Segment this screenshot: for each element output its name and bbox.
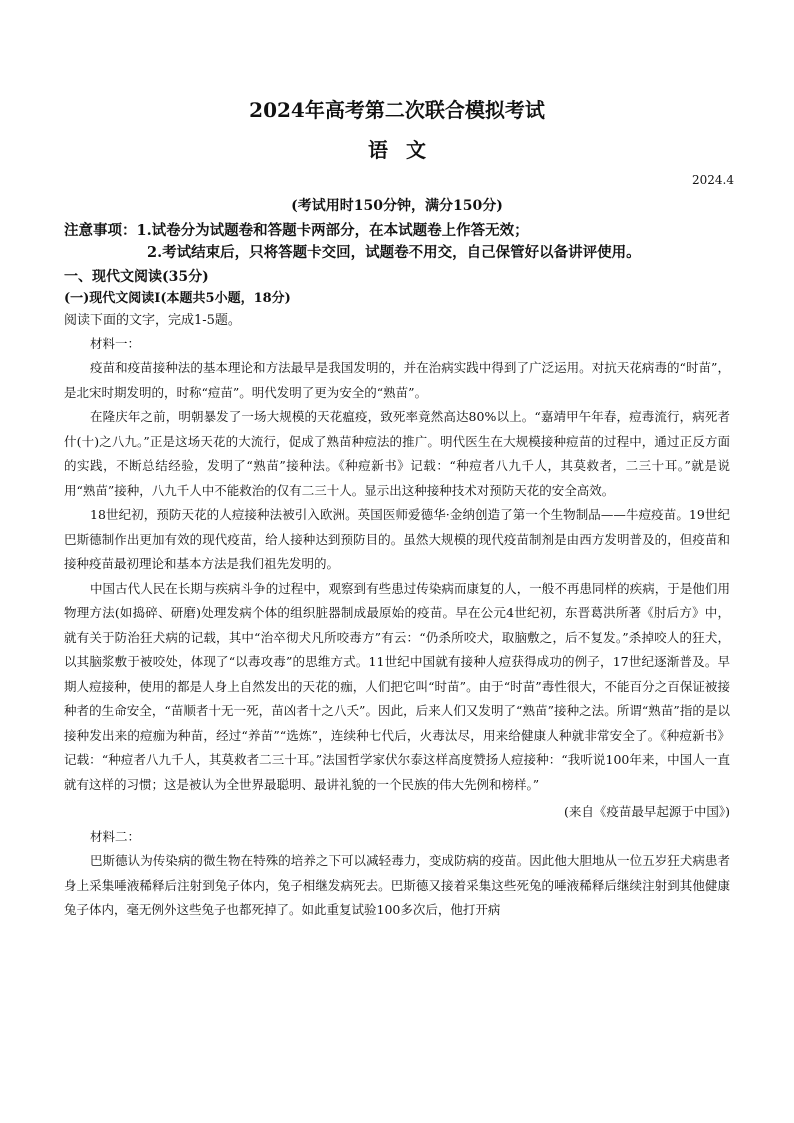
section-heading: 一、现代文阅读(35分) xyxy=(64,269,209,285)
material-1-paragraph-2: 在隆庆年之前，明朝暴发了一场大规模的天花瘟疫，致死率竟然高达80%以上。“嘉靖甲午年春，痘毒流行，病死者什(十)之八九。”正是这场天花的大流行，促成了熟苗种痘法的推广。明代医生在大规模接种痘苗的过程中，通过正反方面的实践，不断总结经验，发明了“熟苗”接种法。《种痘新书》记载：“种痘者八九千人，其莫救者，二三十耳。”就是说用“熟苗”接种，八九千人中不能救治的仅有二三十人。显示出这种接种技术对预防天花的安全高效。 xyxy=(64,409,730,498)
subject-title: 语文 xyxy=(368,138,444,162)
notice-line-1: 注意事项：1.试卷分为试题卷和答题卡两部分，在本试题卷上作答无效； xyxy=(64,222,529,239)
material-2-paragraph-1: 巴斯德认为传染病的微生物在特殊的培养之下可以减轻毒力，变成防病的疫苗。因此他大胆地从一位五岁狂犬病患者身上采集唾液稀释后注射到兔子体内，兔子相继发病死去。巴斯德又接着采集这些死兔的唾液稀释后继续注射到其他健康兔子体内，毫无例外这些兔子也都死掉了。如此重复试验100多次后，他打开病 xyxy=(64,853,730,917)
material-1-source: (来自《疫苗最早起源于中国》) xyxy=(563,804,730,819)
material-1-paragraph-4: 中国古代人民在长期与疾病斗争的过程中，观察到有些患过传染病而康复的人，一般不再患同样的疾病，于是他们用物理方法(如捣碎、研磨)处理发病个体的组织脏器制成最原始的疫苗。早在公元4世纪初，东晋葛洪所著《肘后方》中，就有关于防治狂犬病的记载，其中“治卒彻犬凡所咬毒方”有云：“仍杀所咬犬，取脑敷之，后不复发。”杀掉咬人的狂犬，以其脑浆敷于被咬处，体现了“以毒攻毒”的思维方式。11世纪中国就有接种人痘获得成功的例子，17世纪逐渐普及。早期人痘接种，使用的都是人身上自然发出的天花的痂，人们把它叫“时苗”。由于“时苗”毒性很大，不能百分之百保证被接种者的生命安全，“苗顺者十无一死，苗凶者十之八夭”。因此，后来人们又发明了“熟苗”接种之法。所谓“熟苗”指的是以接种发出来的痘痂为种苗，经过“养苗”“选炼”，连续种七代后，火毒汰尽，用来给健康人种就非常安全了。《种痘新书》记载：“种痘者八九千人，其莫救者二三十耳。”法国哲学家伏尔泰这样高度赞扬人痘接种：“我听说100年来，中国人一直就有这样的习惯；这是被认为全世界最聪明、最讲礼貌的一个民族的伟大先例和榜样。” xyxy=(64,580,730,792)
material-1-paragraph-1: 疫苗和疫苗接种法的基本理论和方法最早是我国发明的，并在治病实践中得到了广泛运用。对抗天花病毒的“时苗”，是北宋时期发明的，时称“痘苗”。明代发明了更为安全的“熟苗”。 xyxy=(64,360,730,400)
material-1-label: 材料一： xyxy=(90,336,141,351)
exam-info: (考试用时150分钟，满分150分) xyxy=(291,198,503,214)
notice-line-2: 2.考试结束后，只将答题卡交回，试题卷不用交，自己保管好以备讲评使用。 xyxy=(147,244,641,261)
exam-title: 2024年高考第二次联合模拟考试 xyxy=(249,98,545,122)
exam-date: 2024.4 xyxy=(692,173,734,187)
reading-instruction: 阅读下面的文字，完成1-5题。 xyxy=(64,313,241,328)
material-1-paragraph-3: 18世纪初，预防天花的人痘接种法被引入欧洲。英国医师爱德华·金纳创造了第一个生物制品——牛痘疫苗。19世纪巴斯德制作出更加有效的现代疫苗，给人接种达到预防目的。虽然大规模的现代疫苗制剂是由西方发明普及的，但疫苗和接种疫苗最初理论和基本方法是我们祖先发明的。 xyxy=(64,507,730,571)
subsection-heading: (一)现代文阅读Ⅰ(本题共5小题，18分) xyxy=(64,291,291,306)
material-2-label: 材料二： xyxy=(90,829,141,844)
notice-block xyxy=(64,220,730,264)
